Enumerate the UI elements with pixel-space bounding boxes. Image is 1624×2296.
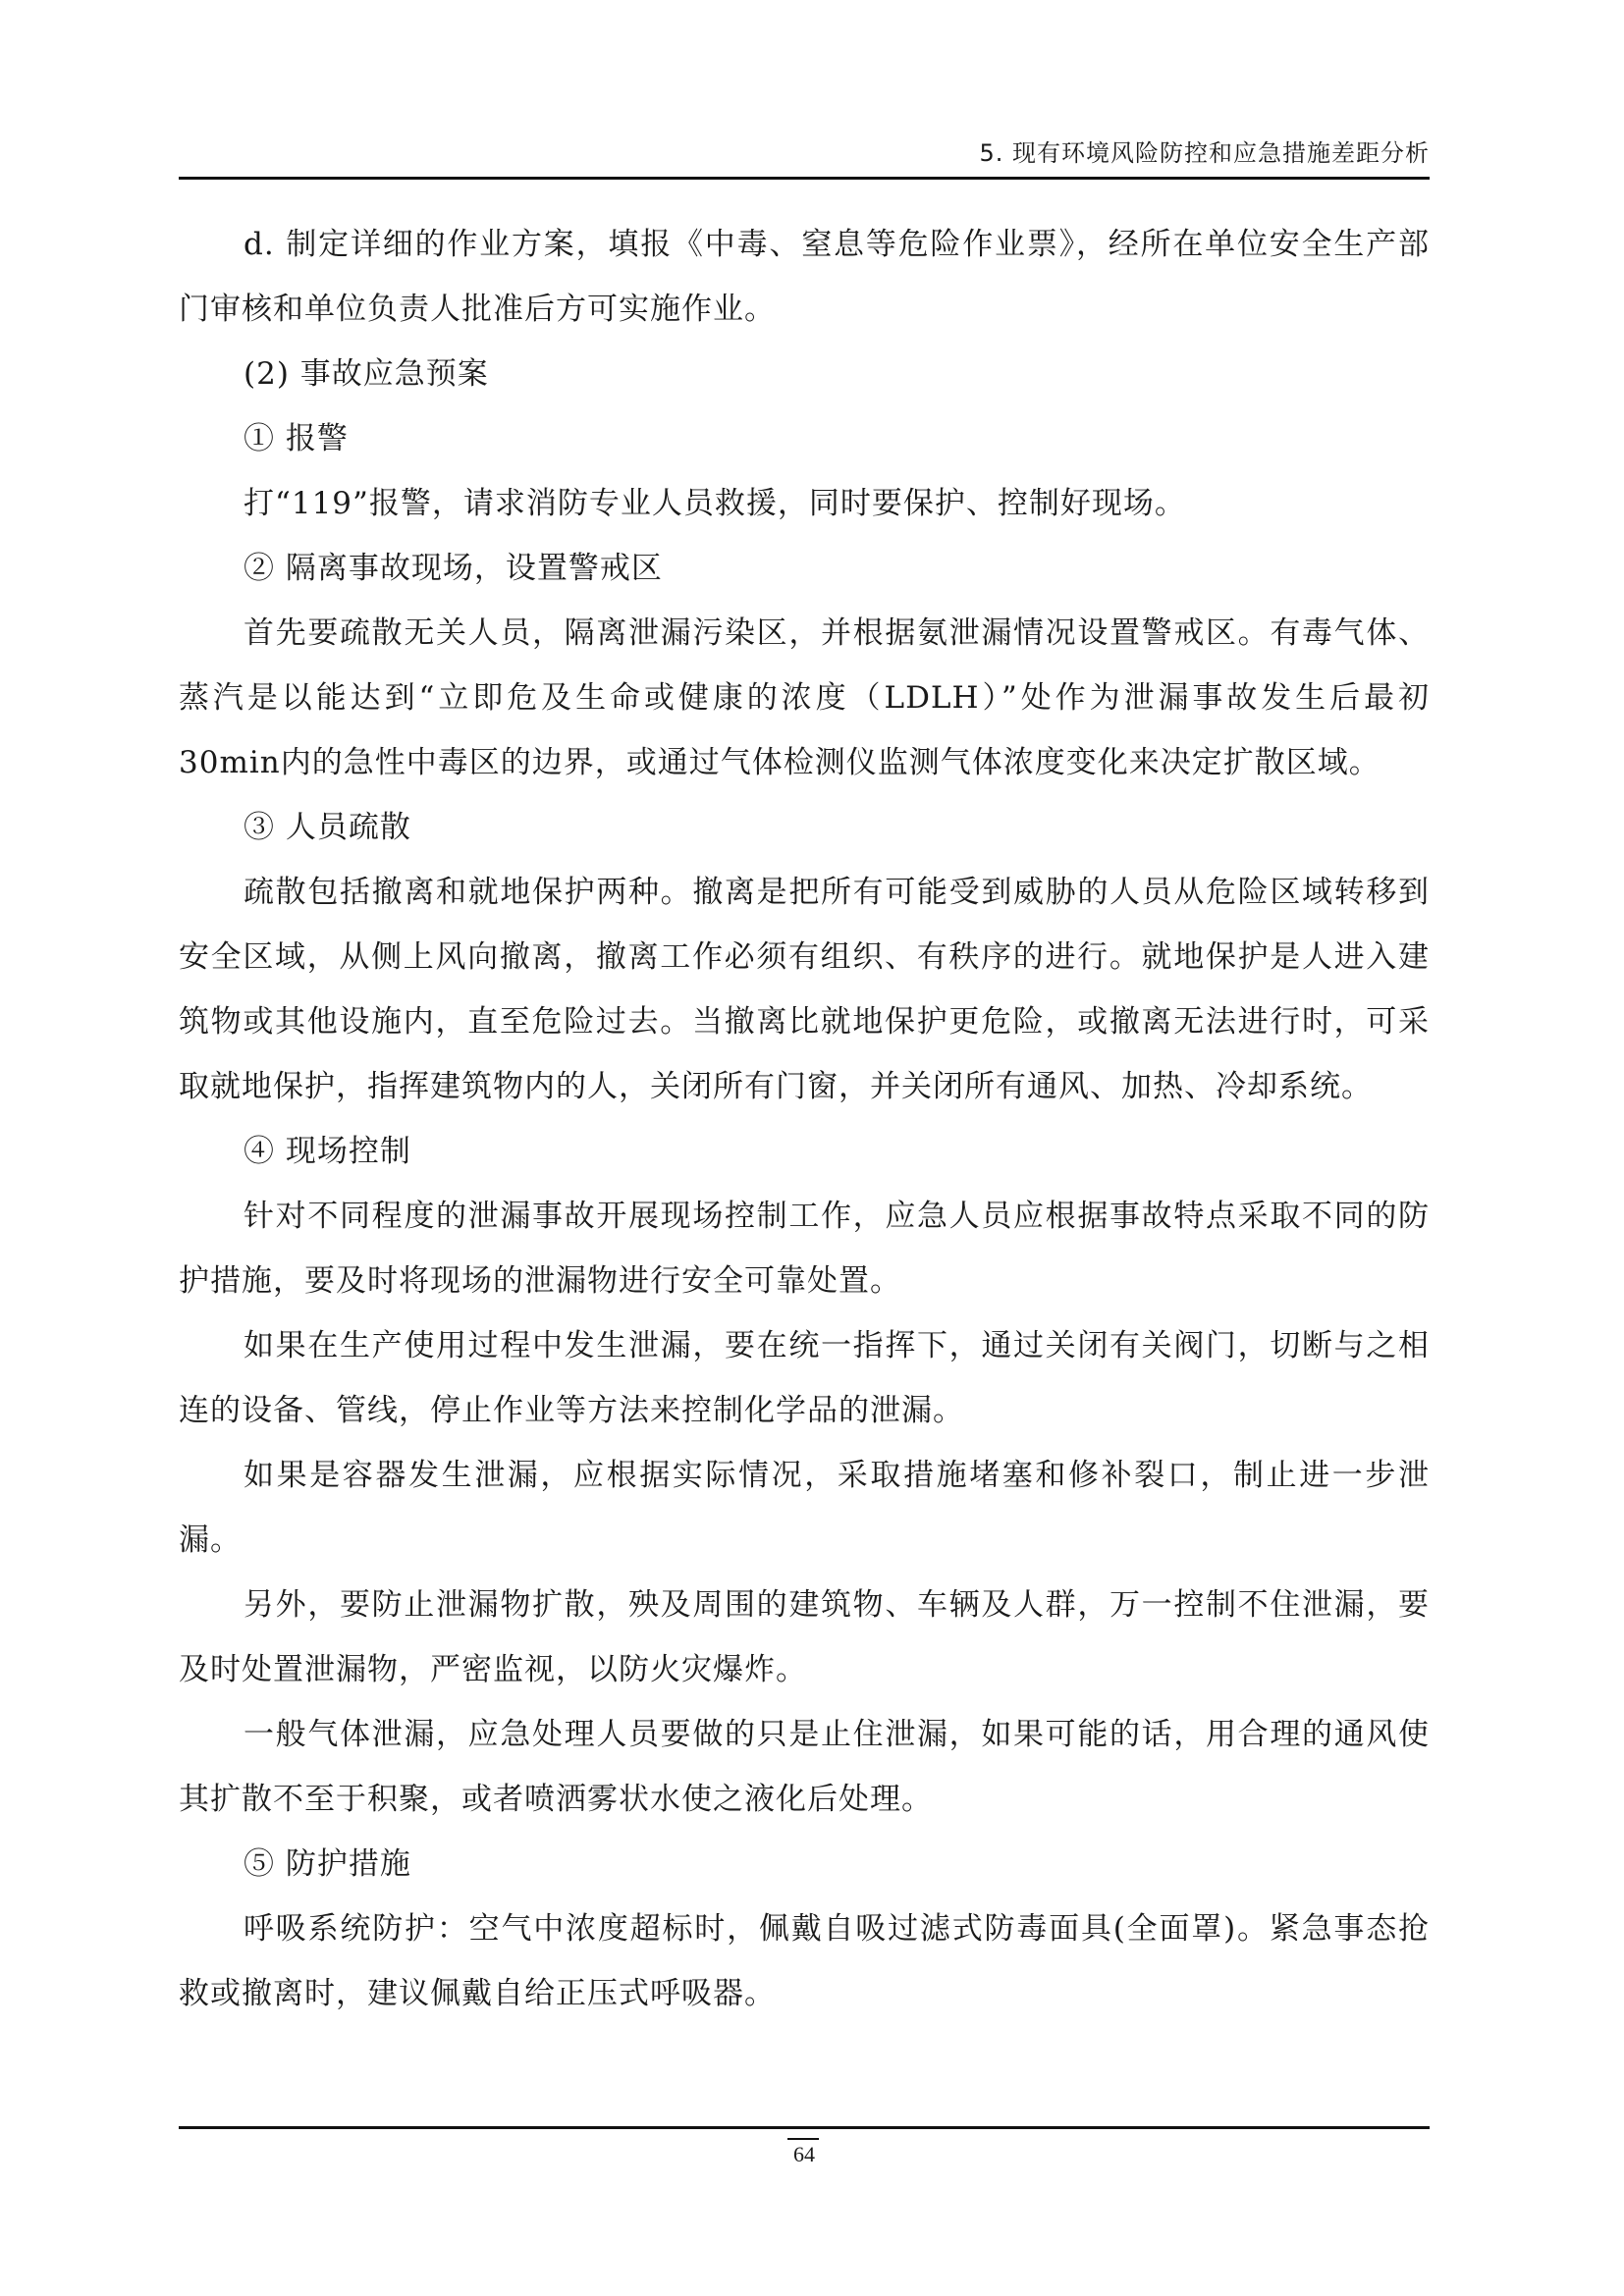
header-title: 5. 现有环境风险防控和应急措施差距分析	[979, 139, 1430, 167]
page-body	[179, 212, 1430, 2026]
paragraph-prevent-spread: 另外，要防止泄漏物扩散，殃及周围的建筑物、车辆及人群，万一控制不住泄漏，要及时处置泄漏物，严密监视，以防火灾爆炸。	[179, 1587, 1430, 1687]
paragraph-production-leak: 如果在生产使用过程中发生泄漏，要在统一指挥下，通过关闭有关阀门，切断与之相连的设备、管线，停止作业等方法来控制化学品的泄漏。	[179, 1328, 1430, 1428]
heading-isolation: ② 隔离事故现场，设置警戒区	[244, 551, 663, 586]
heading-protection: ⑤ 防护措施	[244, 1846, 411, 1882]
paragraph-respiratory-protection: 呼吸系统防护：空气中浓度超标时，佩戴自吸过滤式防毒面具(全面罩)。紧急事态抢救或撤离时，建议佩戴自给正压式呼吸器。	[179, 1911, 1430, 2011]
heading-site-control: ④ 现场控制	[244, 1134, 411, 1169]
paragraph-evacuation: 疏散包括撤离和就地保护两种。撤离是把所有可能受到威胁的人员从危险区域转移到安全区域，从侧上风向撤离，撤离工作必须有组织、有秩序的进行。就地保护是人进入建筑物或其他设施内，直至危险过去。当撤离比就地保护更危险，或撤离无法进行时，可采取就地保护，指挥建筑物内的人，关闭所有门窗，并关闭所有通风、加热、冷却系统。	[179, 875, 1430, 1104]
heading-evacuation: ③ 人员疏散	[244, 810, 411, 845]
paragraph-alarm: 打“119”报警，请求消防专业人员救援，同时要保护、控制好现场。	[244, 486, 1186, 521]
paragraph-gas-leak: 一般气体泄漏，应急处理人员要做的只是止住泄漏，如果可能的话，用合理的通风使其扩散不至于积聚，或者喷洒雾状水使之液化后处理。	[179, 1717, 1430, 1817]
page-number: 64	[793, 2142, 815, 2166]
heading-emergency-plan: (2) 事故应急预案	[244, 356, 489, 392]
footer-mark	[787, 2138, 819, 2140]
page-header	[179, 130, 1430, 181]
paragraph-isolation: 首先要疏散无关人员，隔离泄漏污染区，并根据氨泄漏情况设置警戒区。有毒气体、蒸汽是以能达到“立即危及生命或健康的浓度（LDLH）”处作为泄漏事故发生后最初30min内的急性中毒区的边界，或通过气体检测仪监测气体浓度变化来决定扩散区域。	[179, 615, 1430, 780]
page-footer	[179, 2126, 1430, 2175]
heading-alarm: ① 报警	[244, 421, 349, 456]
paragraph-site-control: 针对不同程度的泄漏事故开展现场控制工作，应急人员应根据事故特点采取不同的防护措施，要及时将现场的泄漏物进行安全可靠处置。	[179, 1199, 1430, 1299]
paragraph-container-leak: 如果是容器发生泄漏，应根据实际情况，采取措施堵塞和修补裂口，制止进一步泄漏。	[179, 1458, 1430, 1558]
header-rule	[179, 177, 1430, 180]
footer-rule	[179, 2126, 1430, 2129]
paragraph-work-plan: d. 制定详细的作业方案，填报《中毒、窒息等危险作业票》，经所在单位安全生产部门审核和单位负责人批准后方可实施作业。	[179, 227, 1430, 327]
